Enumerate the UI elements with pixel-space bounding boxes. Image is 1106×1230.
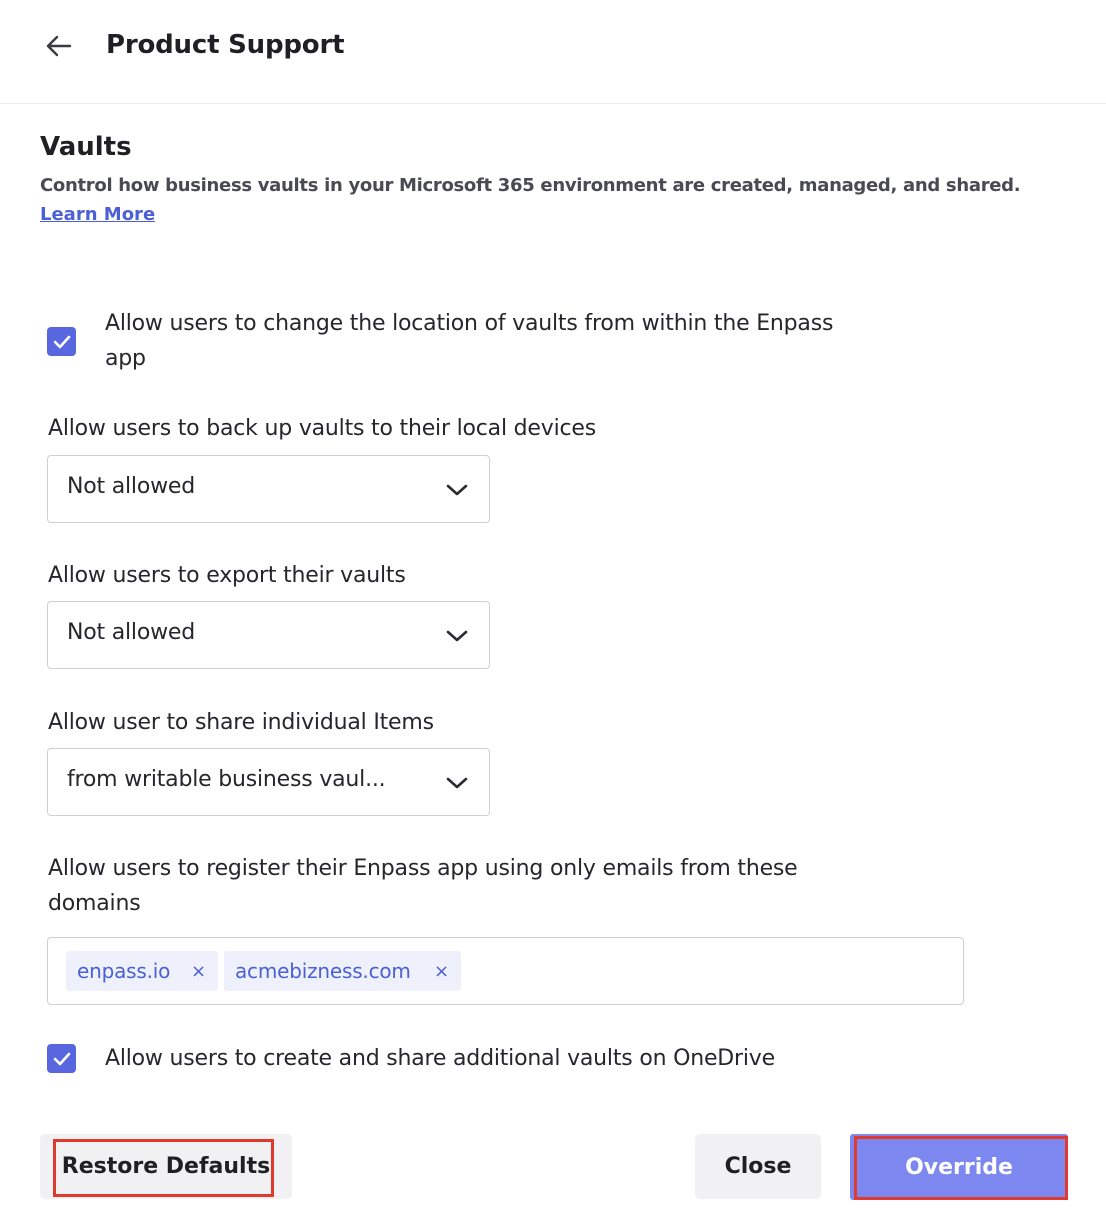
change-location-label: [105, 306, 833, 376]
section-title: Vaults: [40, 132, 132, 162]
remove-chip-icon[interactable]: ×: [191, 961, 207, 982]
change-location-label-line1: Allow users to change the location of vaults from within the Enpass: [105, 311, 834, 336]
checkmark-icon: [53, 1052, 71, 1066]
header-bar: [0, 0, 1106, 104]
share-items-select[interactable]: [47, 748, 490, 816]
export-label: Allow users to export their vaults: [48, 563, 406, 588]
override-button[interactable]: [850, 1134, 1068, 1200]
backup-select-value: Not allowed: [67, 474, 195, 499]
checkmark-icon: [53, 335, 71, 349]
domain-chip-text: acmebizness.com: [235, 959, 411, 983]
change-location-label-line2: app: [105, 346, 146, 371]
domains-label-line1: Allow users to register their Enpass app using only emails from these: [48, 856, 798, 881]
backup-select[interactable]: [47, 455, 490, 523]
additional-vaults-label: Allow users to create and share additional vaults on OneDrive: [105, 1046, 775, 1071]
remove-chip-icon[interactable]: ×: [434, 961, 450, 982]
change-location-checkbox[interactable]: [47, 327, 76, 356]
backup-label: Allow users to back up vaults to their local devices: [48, 416, 596, 441]
share-items-label: Allow user to share individual Items: [48, 710, 434, 735]
chevron-down-icon: [445, 480, 469, 500]
export-select[interactable]: [47, 601, 490, 669]
close-label: Close: [724, 1154, 792, 1179]
override-label: Override: [905, 1154, 1013, 1180]
domain-chip: [224, 951, 461, 991]
domain-chip-text: enpass.io: [77, 959, 171, 983]
domain-chip: [66, 951, 218, 991]
close-button[interactable]: [695, 1134, 821, 1199]
chevron-down-icon: [445, 626, 469, 646]
share-items-select-value: from writable business vaul...: [67, 767, 386, 792]
restore-defaults-label: Restore Defaults: [61, 1154, 271, 1179]
domains-input[interactable]: [47, 937, 964, 1005]
restore-defaults-button[interactable]: [40, 1134, 292, 1199]
export-select-value: Not allowed: [67, 620, 195, 645]
learn-more-link[interactable]: Learn More: [40, 204, 156, 225]
arrow-left-icon: [44, 34, 72, 58]
additional-vaults-checkbox[interactable]: [47, 1044, 76, 1073]
domains-label-line2: domains: [48, 891, 141, 916]
back-button[interactable]: [40, 30, 76, 62]
section-description: Control how business vaults in your Microsoft 365 environment are created, managed, and shared.: [40, 175, 1021, 196]
chevron-down-icon: [445, 773, 469, 793]
page-title: Product Support: [106, 30, 345, 60]
